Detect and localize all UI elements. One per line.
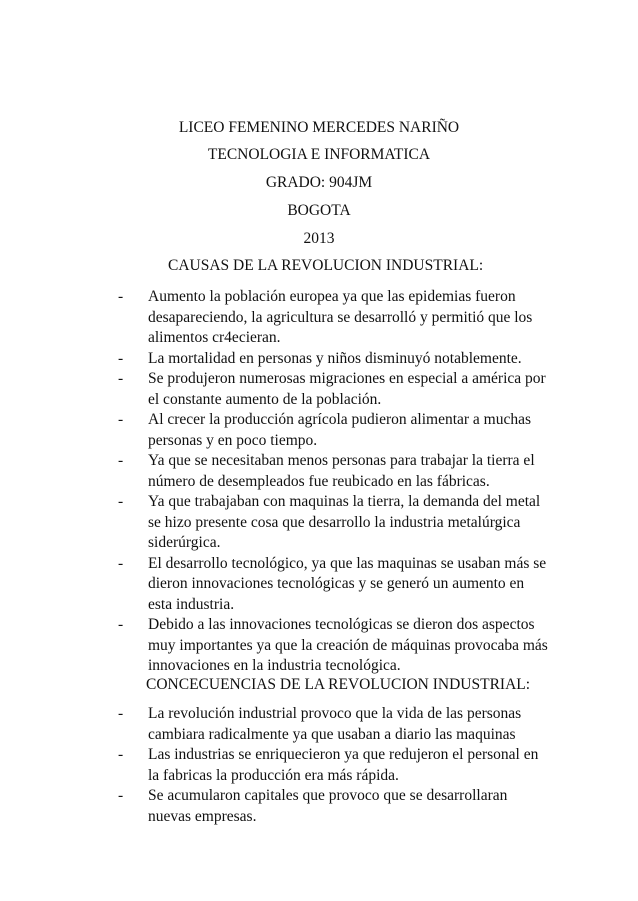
bullet-dash: - (118, 370, 124, 387)
list-item (118, 287, 548, 349)
list-item (118, 554, 548, 616)
bullet-dash: - (118, 616, 124, 633)
causes-title: CAUSAS DE LA REVOLUCION INDUSTRIAL: (168, 257, 484, 274)
list-item (118, 615, 548, 677)
bullet-dash: - (118, 493, 124, 510)
subject-name: TECNOLOGIA E INFORMATICA (207, 146, 431, 163)
bullet-dash: - (118, 411, 124, 428)
list-item (118, 745, 548, 786)
list-item-text: Ya que trabajaban con maquinas la tierra, la demanda del metal se hizo presente cosa que desarrollo la industria metalúrgica siderúrgica. (148, 493, 541, 551)
list-item (118, 369, 548, 410)
list-item-text: Se produjeron numerosas migraciones en especial a américa por el constante aumento de la población. (148, 370, 546, 408)
list-item-text: Debido a las innovaciones tecnológicas se dieron dos aspectos muy importantes ya que la creación de máquinas provocaba más innovaciones en la industria tecnológica. (148, 616, 548, 674)
list-item (118, 349, 548, 370)
list-item-text: La revolución industrial provoco que la vida de las personas cambiara radicalmente ya que usaban a diario las maquinas (148, 705, 522, 743)
bullet-dash: - (118, 349, 124, 367)
list-item (118, 786, 548, 827)
bullet-dash: - (118, 452, 124, 469)
year-label: 2013 (303, 230, 335, 247)
list-item (118, 492, 548, 554)
school-name: LICEO FEMENINO MERCEDES NARIÑO (178, 119, 460, 136)
bullet-dash: - (118, 288, 124, 305)
list-item-text: Se acumularon capitales que provoco que se desarrollaran nuevas empresas. (148, 787, 508, 825)
bullet-dash: - (118, 705, 124, 722)
list-item (118, 451, 548, 492)
bullet-dash: - (118, 746, 124, 763)
list-item-text: Las industrias se enriquecieron ya que redujeron el personal en la fabricas la producción era más rápida. (148, 746, 539, 784)
consequences-title: CONCECUENCIAS DE LA REVOLUCION INDUSTRIAL: (146, 676, 531, 693)
list-item (118, 704, 548, 745)
causes-list (118, 287, 548, 677)
list-item-text: Aumento la población europea ya que las epidemias fueron desapareciendo, la agricultura se desarrolló y permitió que los alimentos cr4ecieran. (148, 288, 533, 346)
bullet-dash: - (118, 554, 124, 572)
bullet-dash: - (118, 787, 124, 804)
list-item (118, 410, 548, 451)
list-item-text: La mortalidad en personas y niños disminuyó notablemente. (148, 349, 522, 367)
grade-label: GRADO: 904JM (265, 174, 373, 191)
list-item-text: Al crecer la producción agrícola pudieron alimentar a muchas personas y en poco tiempo. (148, 411, 532, 449)
city-label: BOGOTA (287, 202, 351, 219)
consequences-list (118, 704, 548, 827)
list-item-text: El desarrollo tecnológico, ya que las maquinas se usaban más se dieron innovaciones tecnológicas y se generó un aumento en esta industria. (148, 554, 547, 613)
list-item-text: Ya que se necesitaban menos personas para trabajar la tierra el número de desempleados fue reubicado en las fábricas. (148, 452, 535, 490)
